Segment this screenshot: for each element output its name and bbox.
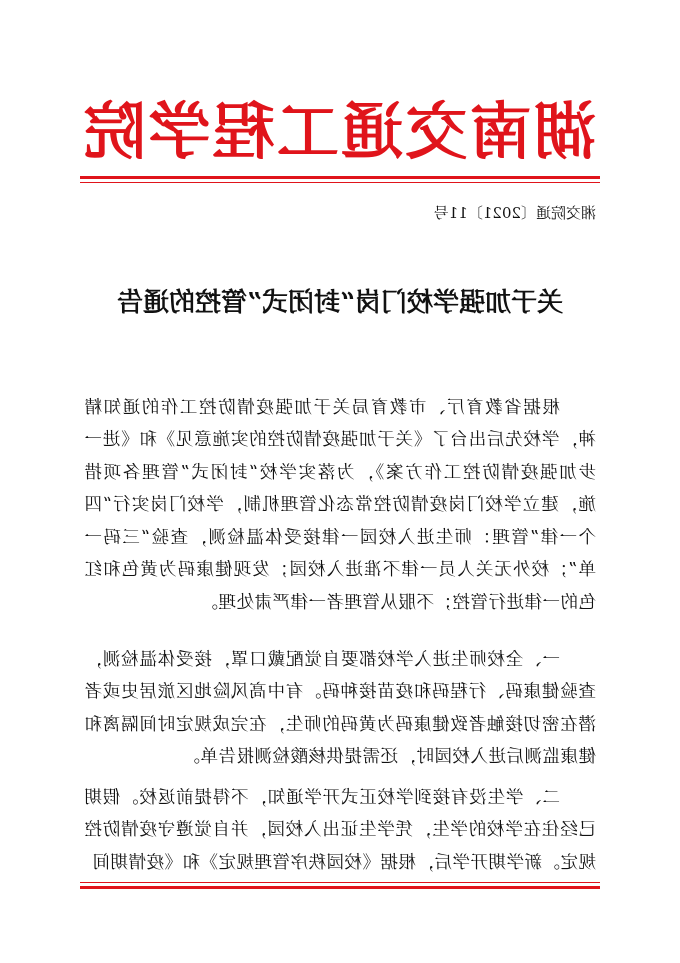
banner-char: 学 bbox=[148, 95, 211, 168]
body-paragraph: 一、全校师生进入学校都要自觉配戴口罩，接受体温检测，查验健康码、行程码和疫苗接种码。有中高风险地区旅居史或者潜在密切接触者致健康码为黄码的师生，在完成规定时间隔离和健康监测后进入校园时，还需提供核酸检测报告单。 bbox=[84, 649, 596, 767]
header-divider-thick bbox=[80, 176, 600, 179]
footer-divider-thin bbox=[80, 882, 600, 883]
banner-char: 工 bbox=[276, 95, 339, 168]
document-number: 湘交院通〔2021〕11号 bbox=[433, 204, 596, 222]
banner-char: 南 bbox=[469, 95, 532, 168]
header-divider-thin bbox=[80, 182, 600, 183]
banner-char: 院 bbox=[84, 95, 147, 168]
body-paragraph: 根据省教育厅、市教育局关于加强疫情防控工作的通知精神，学校先后出台了《关于加强疫情防控的实施意见》和《进一步加强疫情防控工作方案》，为落实学校“封闭式”管理各项措施，建立学校门岗疫情防控常态化管理机制，学校门岗实行“四个一律”管理：师生进入校园一律接受体温检测，查验“三码一单”；校外无关人员一律不准进入校园；发现健康码为黄色和红色的一律进行管控；不服从管理者一律严肃处理。 bbox=[84, 397, 596, 613]
institution-banner bbox=[84, 96, 596, 168]
banner-char: 通 bbox=[341, 95, 404, 168]
banner-char: 程 bbox=[212, 95, 275, 168]
document-title: 关于加强学校门岗“封闭式”管控的通告 bbox=[117, 288, 563, 318]
body-paragraph: 二、学生没有接到学校正式开学通知，不得提前返校。假期已经住在学校的学生，凭学生证出入校园，并自觉遵守疫情防控规定。新学期开学后，根据《校园秩序管理规定》和《疫情期间 bbox=[84, 787, 596, 873]
footer-divider-thick bbox=[80, 886, 600, 889]
banner-char: 交 bbox=[405, 95, 468, 168]
banner-char: 湖 bbox=[533, 95, 596, 168]
